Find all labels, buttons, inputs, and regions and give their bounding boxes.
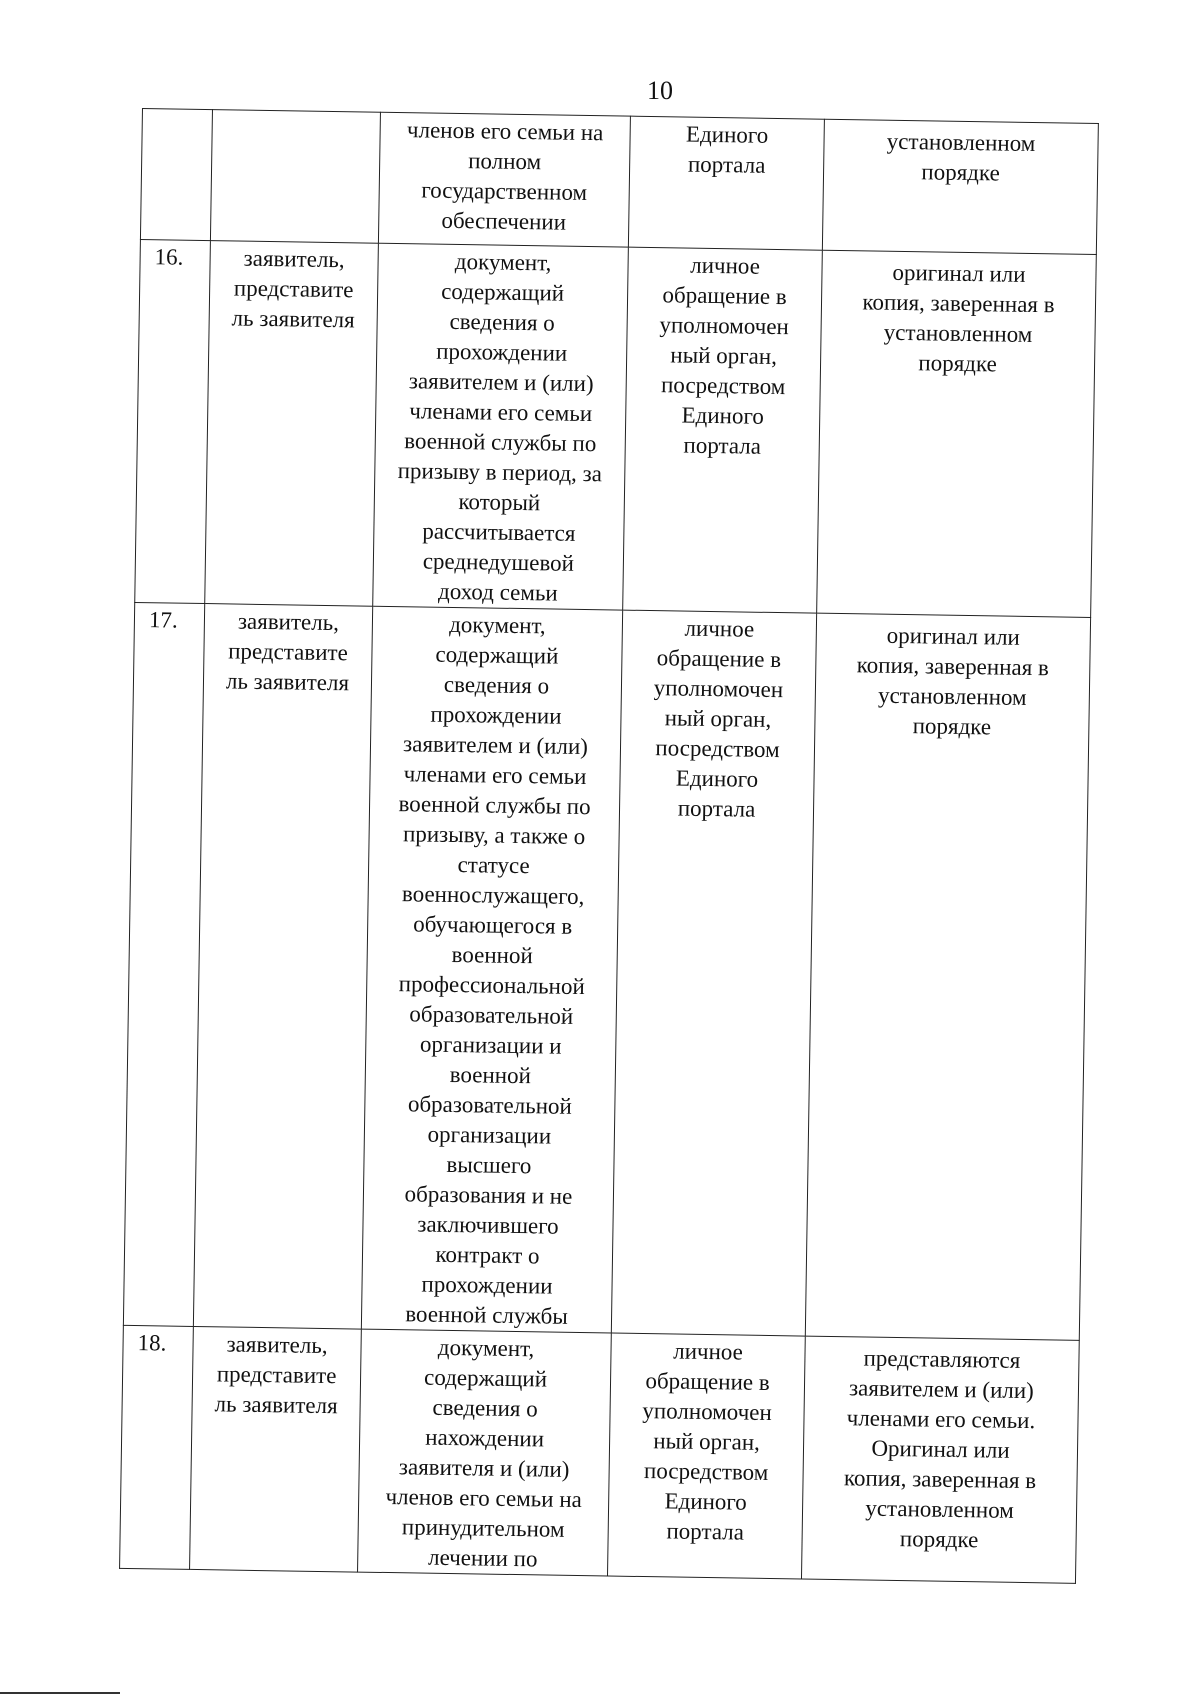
applicant-cell: заявитель, представите ль заявителя [205,241,379,607]
submission-method-cell: личное обращение в уполномочен ный орган, посредством Единого портала [607,1333,805,1579]
document-cell: документ, содержащий сведения о прохождении заявителем и (или) членами его семьи военной службы по призыву, а также о статусе военнослужащего, обучающегося в военной профессиональной образовательной организации и военной образовательной организации высшего образования и не заключившего контракт о прохождении военной службы [361,606,622,1333]
scan-edge-line [0,1692,120,1694]
page-number: 10 [647,76,673,105]
table-row [140,109,1098,255]
submission-method-cell: личное обращение в уполномочен ный орган, посредством Единого портала [623,247,823,613]
document-form-cell: оригинал или копия, заверенная в установленном порядке [805,613,1090,1340]
submission-method-cell: Единого портала [628,116,824,250]
applicant-cell: заявитель, представите ль заявителя [193,604,372,1330]
table-row [120,1325,1080,1583]
document-cell: членов его семьи на полном государственном обеспечении [378,112,630,247]
applicant-cell [210,110,380,244]
document-cell: документ, содержащий сведения о прохождении заявителем и (или) членами его семьи военной службы по призыву в период, за который рассчитывается среднедушевой доход семьи [373,243,629,610]
row-number-cell: 17. [123,602,204,1326]
row-number-cell: 18. [120,1325,194,1569]
document-cell: документ, содержащий сведения о нахождении заявителя и (или) членов его семьи на принудительном лечении по [358,1329,612,1576]
document-form-cell: представляются заявителем и (или) членами его семьи. Оригинал или копия, заверенная в установленном порядке [801,1336,1079,1583]
documents-table [119,108,1099,1584]
document-form-cell: установленном порядке [822,119,1098,254]
table-row [135,239,1097,617]
row-number-cell [140,109,212,241]
submission-method-cell: личное обращение в уполномочен ный орган, посредством Единого портала [611,610,816,1336]
applicant-cell: заявитель, представите ль заявителя [190,1326,362,1572]
table-row [123,602,1090,1340]
row-number-cell: 16. [135,239,211,603]
document-form-cell: оригинал или копия, заверенная в установленном порядке [817,250,1097,617]
